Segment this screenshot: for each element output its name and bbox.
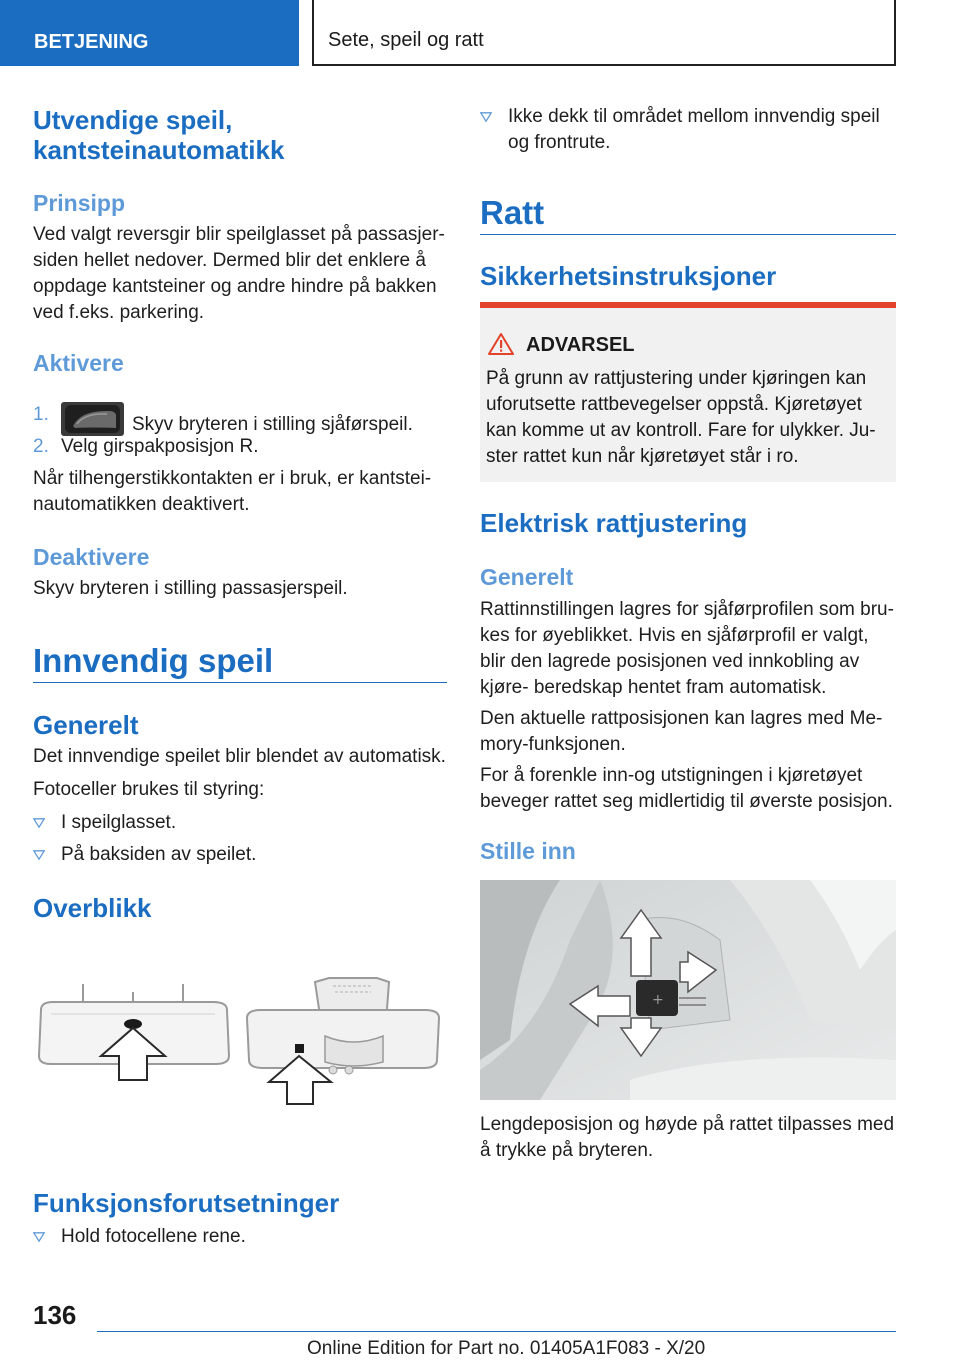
text-tilhenger: Når tilhengerstikkontakten er i bruk, er kantstei- nautomatikken deaktivert. bbox=[33, 468, 432, 515]
page-number: 136 bbox=[33, 1300, 77, 1330]
chapter-label: Sete, speil og ratt bbox=[328, 29, 484, 51]
chapter-header bbox=[312, 0, 896, 66]
bullet-triangle-icon bbox=[33, 818, 45, 828]
illustration-caption: Lengdeposisjon og høyde på rattet tilpasses med å trykke på bryteren. bbox=[480, 1114, 895, 1161]
text-generelt-3: For å forenkle inn-og utstigningen i kjøretøyet beveger rattet seg midlertidig til øverste posisjon. bbox=[480, 765, 893, 812]
text-generelt-2: Den aktuelle rattposisjonen kan lagres med Me- mory-funksjonen. bbox=[480, 708, 883, 755]
heading-rule bbox=[33, 682, 447, 683]
heading-overblikk: Overblikk bbox=[33, 893, 152, 923]
section-tab bbox=[0, 0, 299, 66]
step-1 bbox=[33, 402, 447, 438]
heading-generelt: Generelt bbox=[33, 710, 139, 740]
heading-elektrisk-rattjustering: Elektrisk rattjustering bbox=[480, 508, 748, 538]
heading-generelt: Generelt bbox=[480, 564, 574, 590]
warning-text: På grunn av rattjustering under kjøringen kan uforutsette rattbevegelser oppstå. Kjøretøyet kan komme ut av kontroll. Fare for ulykker. Ju- ster rattet kun når kjøretøyet står i ro. bbox=[486, 368, 876, 467]
steering-adjust-illustration bbox=[480, 880, 896, 1100]
step-1-number: 1. bbox=[33, 404, 49, 425]
bullet-triangle-icon bbox=[33, 850, 45, 860]
step-2 bbox=[33, 434, 447, 460]
text-generelt: Det innvendige speilet blir blendet av automatisk. bbox=[33, 746, 446, 767]
bullet-item bbox=[33, 1224, 447, 1250]
heading-rule bbox=[480, 234, 896, 235]
bullet-item bbox=[33, 842, 447, 868]
bullet-triangle-icon bbox=[480, 112, 492, 122]
heading-outer-mirror-line2: kantsteinautomatikk bbox=[33, 135, 285, 165]
heading-outer-mirror-line1: Utvendige speil, bbox=[33, 105, 233, 135]
text-prinsipp: Ved valgt reversgir blir speilglasset på passasjer- siden hellet nedover. Dermed blir det enklere å oppdage kantsteiner og andre hindre på bakken ved f.eks. parkering. bbox=[33, 224, 445, 323]
warning-triangle-icon bbox=[488, 332, 514, 356]
bullet-text: Hold fotocellene rene. bbox=[61, 1226, 246, 1247]
mirror-switch-icon bbox=[61, 402, 124, 436]
text-generelt-1: Rattinnstillingen lagres for sjåførprofilen som bru- kes for øyeblikket. Hvis en sjåførprofil er valgt, blir den lagrede posisjonen ved innkobling av kjøre- beredskap hentet fram automatisk. bbox=[480, 599, 894, 698]
heading-innvendig-speil: Innvendig speil bbox=[33, 642, 274, 679]
heading-funksjonsforutsetninger: Funksjonsforutsetninger bbox=[33, 1188, 340, 1218]
footer-rule bbox=[97, 1331, 896, 1332]
text-fotoceller: Fotoceller brukes til styring: bbox=[33, 779, 265, 800]
heading-sikkerhetsinstruksjoner: Sikkerhetsinstruksjoner bbox=[480, 261, 777, 291]
heading-prinsipp: Prinsipp bbox=[33, 190, 126, 216]
bullet-text: I speilglasset. bbox=[61, 812, 177, 833]
warning-title: ADVARSEL bbox=[526, 334, 635, 356]
heading-ratt: Ratt bbox=[480, 194, 545, 231]
step-2-text: Velg girspakposisjon R. bbox=[61, 436, 259, 457]
bullet-item bbox=[33, 810, 447, 836]
bullet-text: Ikke dekk til området mellom innvendig speil og frontrute. bbox=[508, 106, 880, 153]
heading-stille-inn: Stille inn bbox=[480, 838, 576, 864]
svg-text:+: + bbox=[652, 992, 664, 1008]
warning-box bbox=[480, 302, 896, 482]
bullet-item bbox=[480, 104, 896, 156]
step-2-number: 2. bbox=[33, 436, 49, 457]
heading-deaktivere: Deaktivere bbox=[33, 544, 150, 570]
footer-edition: Online Edition for Part no. 01405A1F083 - X/20 bbox=[307, 1338, 706, 1359]
text-deaktivere: Skyv bryteren i stilling passasjerspeil. bbox=[33, 578, 348, 599]
bullet-triangle-icon bbox=[33, 1232, 45, 1242]
section-label: BETJENING bbox=[34, 31, 149, 53]
bullet-text: På baksiden av speilet. bbox=[61, 844, 257, 865]
step-1-text: Skyv bryteren i stilling sjåførspeil. bbox=[132, 414, 413, 435]
heading-aktivere: Aktivere bbox=[33, 350, 124, 376]
mirror-illustration bbox=[33, 972, 447, 1112]
